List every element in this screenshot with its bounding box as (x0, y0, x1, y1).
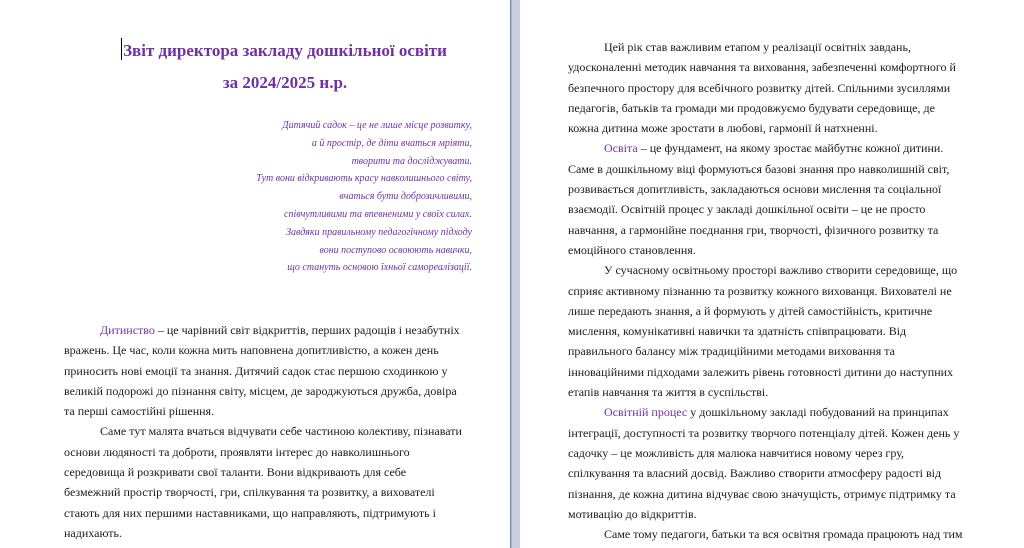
paragraph-line: вражень. Це час, коли кожна мить наповнена допитливістю, а кожен день (64, 343, 439, 358)
epigraph-line: Завдяки правильному педагогічному підходу (286, 226, 472, 238)
paragraph-line: навчання, а гармонійне поєднання гри, творчості, фізичного розвитку та (568, 222, 939, 237)
epigraph-line: що стануть основою їхньої самореалізації. (287, 262, 472, 274)
document-page-right[interactable] (520, 0, 1024, 548)
paragraph-line: взаємодії. Освітній процес у закладі дошкільної освіти – це не просто (568, 202, 926, 217)
paragraph-line: садочку – це можливість для малюка навчитися новому через гру, (568, 445, 904, 460)
paragraph-line: надихають. (64, 525, 122, 540)
text-cursor (121, 38, 122, 60)
paragraph-line: емоційного становлення. (568, 242, 696, 257)
paragraph-line: безпечного простору для всебічного розвитку дітей. Спільними зусиллями (568, 80, 951, 95)
body-text-right (568, 37, 1000, 544)
paragraph-line: лише передають знання, а й формують у дітей самостійність, критичне (568, 303, 933, 318)
paragraph-line: середовища й розкривати свої таланти. Вони відкривають для себе (64, 465, 407, 480)
paragraph-line: удосконаленні методик навчання та виховання, забезпеченні комфортного й (568, 60, 956, 75)
paragraph-line: великій подорожі до пізнання світу, місцем, де зароджуються дружба, довіра (64, 383, 457, 398)
paragraph-line: пізнання, де кожна дитина відчуває свою значущість, отримує підтримку та (568, 486, 956, 501)
paragraph-line: правильного балансу між традиційними методами виховання та (568, 344, 895, 359)
paragraph-line: мислення, комунікативні навички та здатність співпрацювати. Від (568, 324, 907, 339)
paragraph-text: у дошкільному закладі побудований на принципах (687, 405, 949, 420)
paragraph-line: Саме в дошкільному віці формуються базові знання про навколишній світ, (568, 161, 950, 176)
paragraph-text: – це чарівний світ відкриттів, перших радощів і незабутніх (154, 323, 460, 337)
paragraph-line: сприяє активному пізнанню та розвитку кожного вихованця. Вихователі не (568, 283, 952, 298)
paragraph-line: Цей рік став важливим етапом у реалізації освітніх завдань, (604, 40, 911, 54)
paragraph-line: етапів навчання та життя в суспільстві. (568, 385, 769, 400)
paragraph-line: приносить нові емоції та знання. Дитячий садок стає першою сходинкою у (64, 363, 448, 378)
paragraph-text: – це фундамент, на якому зростає майбутнє кожної дитини. (637, 141, 944, 156)
paragraph-line (568, 138, 1000, 158)
paragraph-line (64, 320, 480, 340)
keyword-osvitnii-protses: Освітній процес (604, 405, 688, 420)
paragraph-line: інтеграції, доступності та розвитку творчого потенціалу дітей. Кожен день у (568, 425, 960, 440)
paragraph-line: кожна дитина може зростати в любові, гармонії й натхненні. (568, 121, 878, 136)
paragraph-line: У сучасному освітньому просторі важливо створити середовище, що (604, 263, 958, 278)
keyword-dytynstvo: Дитинство (100, 323, 155, 337)
paragraph-line: стають для них першими наставниками, що направляють, підтримують і (64, 505, 436, 520)
epigraph (200, 117, 472, 277)
paragraph-line: безмежний простір творчості, гри, спілкування та розвитку, а вихователі (64, 485, 435, 500)
paragraph-line: основи людяності та доброти, проявляти інтерес до навколишнього (64, 444, 410, 459)
epigraph-line: Дитячий садок – це не лише місце розвитку, (282, 120, 472, 131)
paragraph-line: розвивається допитливість, закладаються основи мислення та соціальної (568, 182, 942, 197)
paragraph-line: Саме тому педагоги, батьки та вся освітня громада працюють над тим (604, 527, 963, 542)
keyword-osvita: Освіта (604, 141, 638, 156)
paragraph-line (568, 402, 1000, 422)
paragraph-line: Саме тут малята вчаться відчувати себе частиною колективу, пізнавати (100, 424, 462, 439)
epigraph-line: Тут вони відкривають красу навколишнього світу, (256, 173, 472, 185)
epigraph-line: вони поступово освоюють навички, (319, 244, 472, 256)
report-title-line2: за 2024/2025 н.р. (222, 73, 348, 92)
epigraph-line: творити та досліджувати. (351, 155, 472, 167)
epigraph-line: а й простір, де діти вчаться мріяти, (311, 137, 472, 149)
epigraph-line: співчутливими та впевненими у своїх силах. (284, 208, 472, 220)
paragraph-line: спілкування та власний досвід. Важливо створити атмосферу радості від (568, 466, 942, 481)
paragraph-line: педагогів, батьків та громади ми продовжуємо будувати середовище, де (568, 100, 935, 115)
paragraph-line: інноваційними підходами залежить рівень готовності дитини до наступних (568, 364, 954, 379)
paragraph-line: мотивацію до відкриттів. (568, 506, 697, 521)
body-text-left (64, 320, 480, 543)
report-title-line1: Звіт директора закладу дошкільної освіти (123, 41, 447, 60)
epigraph-line: вчаться бути доброзичливими, (339, 191, 472, 203)
paragraph-line: та перші самостійні рішення. (64, 404, 215, 419)
